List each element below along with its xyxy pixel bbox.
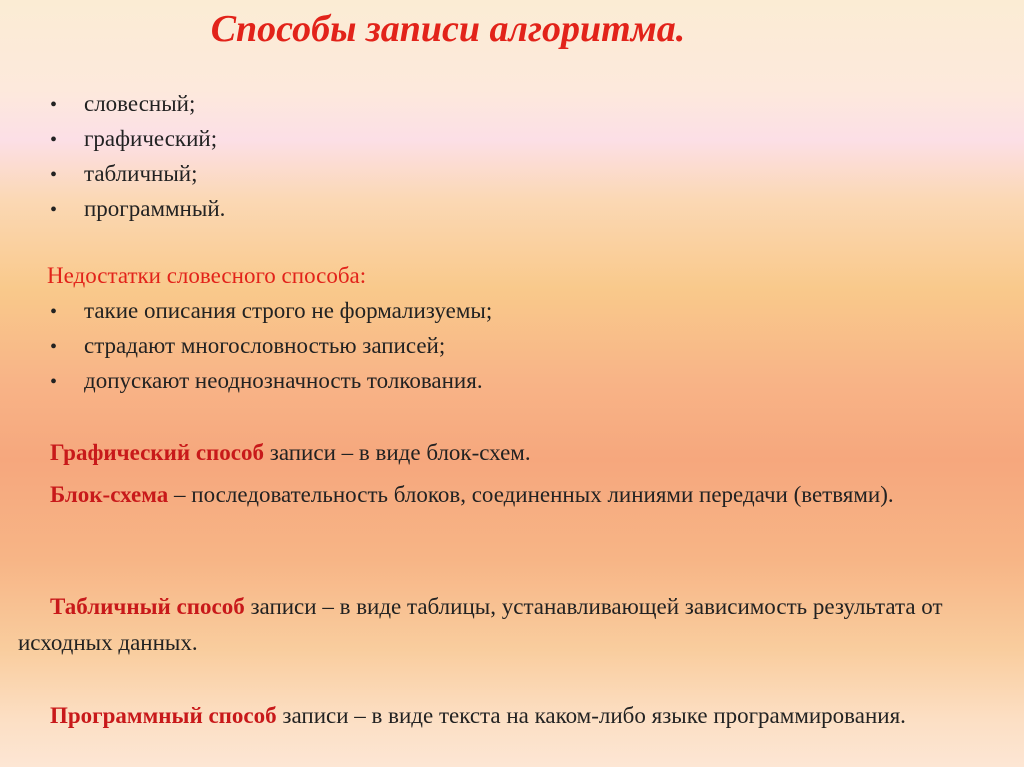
flowchart-paragraph: Блок-схема – последовательность блоков, соединенных линиями передачи (ветвями).	[50, 482, 894, 507]
bullet-icon: •	[50, 336, 58, 358]
list-item: • допускают неоднозначность толкования.	[50, 363, 990, 398]
tabular-method-term: Табличный способ	[50, 594, 245, 619]
list-item: • графический;	[50, 121, 990, 156]
tabular-method-paragraph: Табличный способ записи – в виде таблицы, устанавливающей зависимость результата от исходных данных.	[18, 594, 943, 655]
bullet-icon: •	[50, 301, 58, 323]
list-item: • такие описания строго не формализуемы;	[50, 293, 990, 328]
list-item: • программный.	[50, 191, 990, 226]
program-method-term: Программный способ	[50, 703, 277, 728]
bullet-icon: •	[50, 371, 58, 393]
list-item: • страдают многословностью записей;	[50, 328, 990, 363]
flowchart-term: Блок-схема	[50, 482, 169, 507]
slide-title: Способы записи алгоритма.	[210, 8, 686, 50]
drawbacks-list	[50, 293, 990, 398]
drawbacks-heading: Недостатки словесного способа:	[47, 263, 367, 288]
bullet-icon: •	[50, 164, 58, 186]
program-method-paragraph: Программный способ записи – в виде текста на каком-либо языке программирования.	[50, 703, 906, 728]
bullet-icon: •	[50, 94, 58, 116]
methods-list	[50, 86, 990, 226]
graphic-method-term: Графический способ	[50, 440, 264, 465]
list-item: • словесный;	[50, 86, 990, 121]
graphic-method-paragraph: Графический способ записи – в виде блок-схем.	[50, 440, 531, 465]
bullet-icon: •	[50, 199, 58, 221]
list-item: • табличный;	[50, 156, 990, 191]
bullet-icon: •	[50, 129, 58, 151]
